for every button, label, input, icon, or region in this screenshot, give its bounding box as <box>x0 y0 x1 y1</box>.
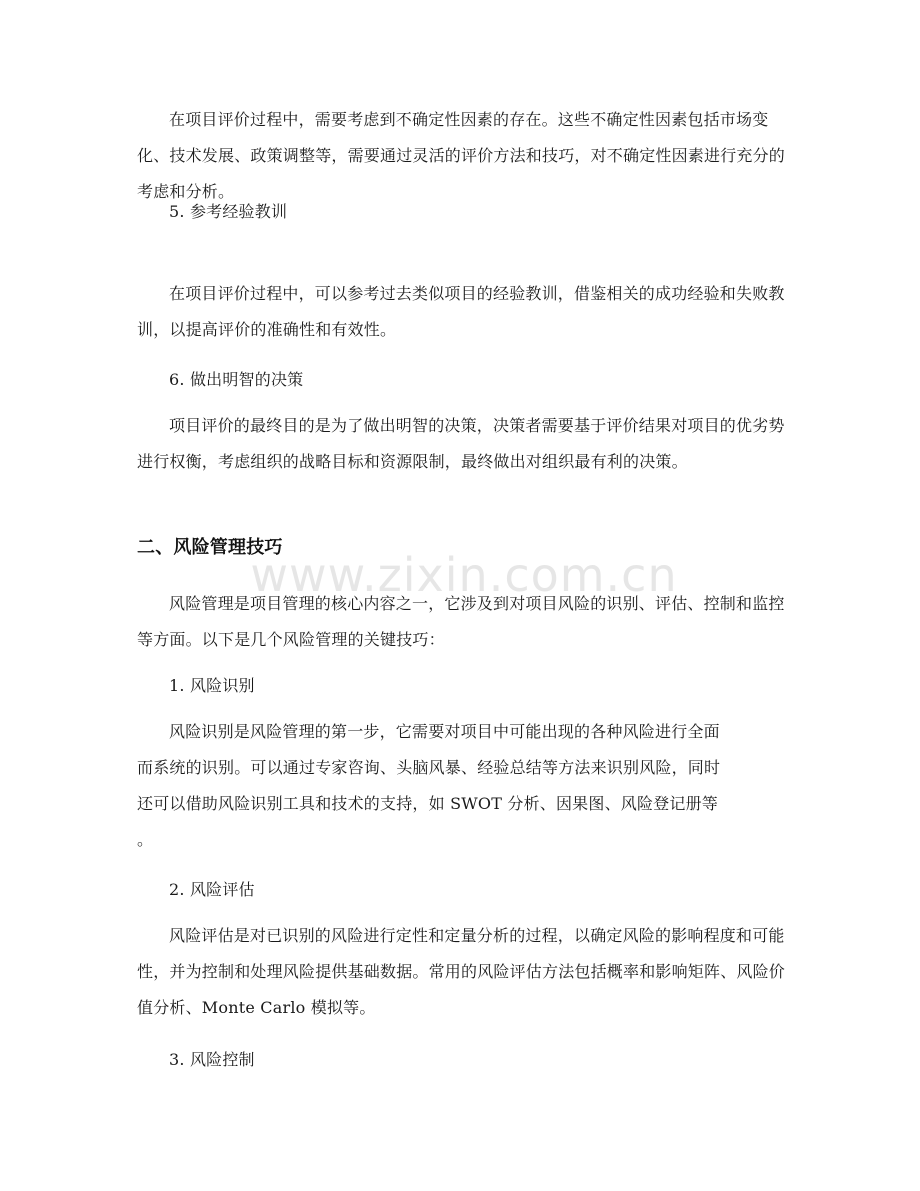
paragraph-risk-intro: 风险管理是项目管理的核心内容之一，它涉及到对项目风险的识别、评估、控制和监控等方面。以下是几个风险管理的关键技巧： <box>137 594 785 649</box>
text-line: 还可以借助风险识别工具和技术的支持，如 SWOT 分析、因果图、风险登记册等 <box>137 794 718 813</box>
paragraph-decision: 项目评价的最终目的是为了做出明智的决策，决策者需要基于评价结果对项目的优劣势进行权衡，考虑组织的战略目标和资源限制，最终做出对组织最有利的决策。 <box>137 416 785 471</box>
watermark: www.zixin.com.cn <box>250 548 678 602</box>
subheading-5: 5. 参考经验教训 <box>169 202 288 221</box>
subheading-risk-assessment: 2. 风险评估 <box>169 880 255 899</box>
text-line: 风险识别是风险管理的第一步，它需要对项目中可能出现的各种风险进行全面 <box>169 722 720 741</box>
paragraph-risk-identification <box>137 714 787 858</box>
paragraph-risk-assessment: 风险评估是对已识别的风险进行定性和定量分析的过程，以确定风险的影响程度和可能性，并为控制和处理风险提供基础数据。常用的风险评估方法包括概率和影响矩阵、风险价值分析、Monte Carlo 模拟等。 <box>137 926 786 1017</box>
subheading-risk-control: 3. 风险控制 <box>169 1050 255 1069</box>
paragraph-uncertainty: 在项目评价过程中，需要考虑到不确定性因素的存在。这些不确定性因素包括市场变化、技术发展、政策调整等，需要通过灵活的评价方法和技巧，对不确定性因素进行充分的考虑和分析。 <box>137 110 786 201</box>
section-title-risk-management: 二、风险管理技巧 <box>137 537 283 558</box>
text-line: 而系统的识别。可以通过专家咨询、头脑风暴、经验总结等方法来识别风险，同时 <box>137 758 721 777</box>
text-line: 。 <box>137 830 154 849</box>
subheading-risk-identification: 1. 风险识别 <box>169 676 255 695</box>
paragraph-lessons: 在项目评价过程中，可以参考过去类似项目的经验教训，借鉴相关的成功经验和失败教训，以提高评价的准确性和有效性。 <box>137 284 785 339</box>
subheading-6: 6. 做出明智的决策 <box>169 370 304 389</box>
